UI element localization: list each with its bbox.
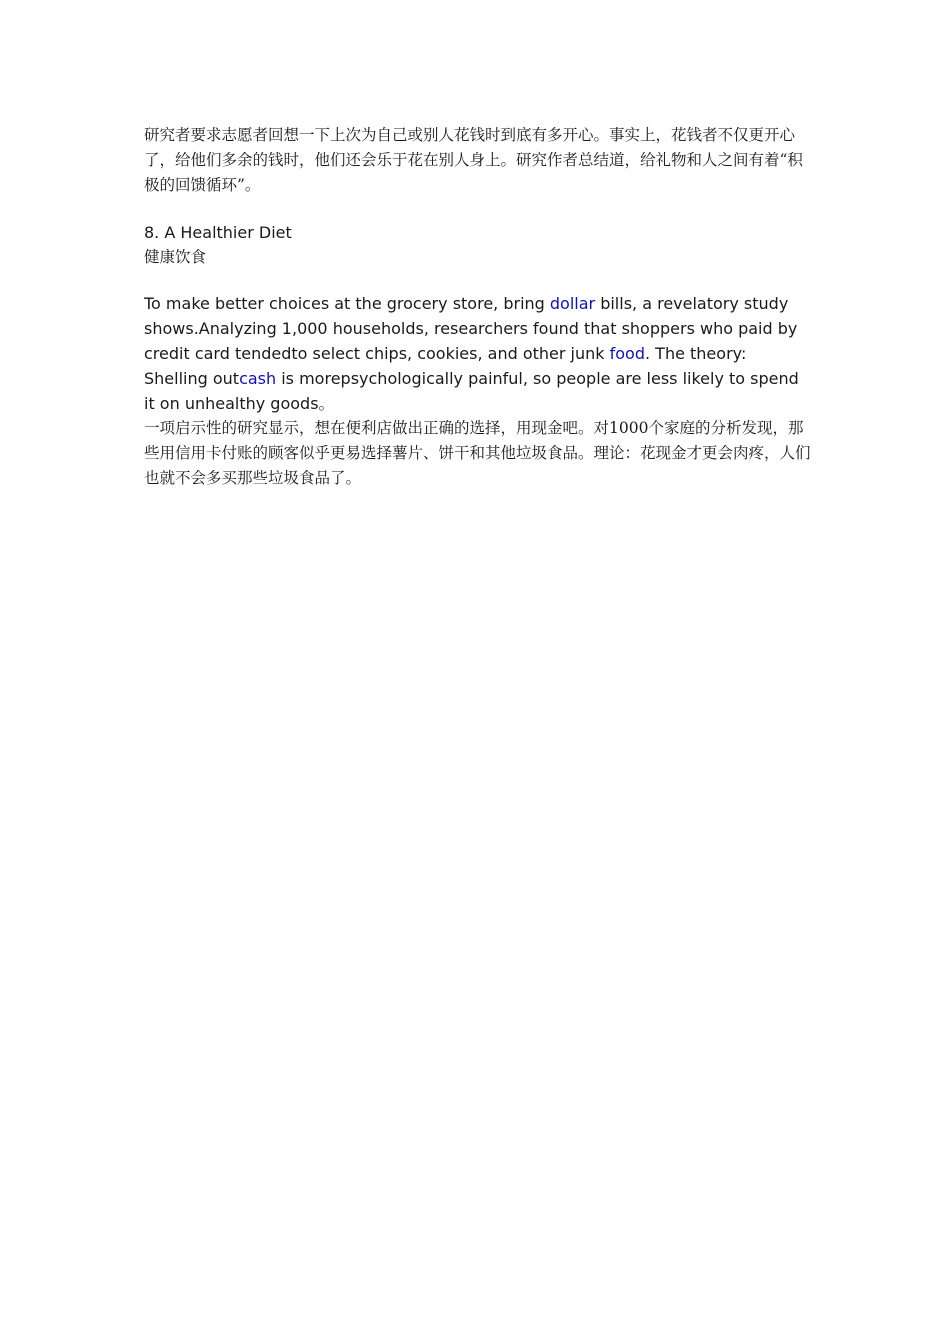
section-heading-en: 8. A Healthier Diet <box>144 223 292 242</box>
section-heading-zh: 健康饮食 <box>144 248 207 266</box>
body-text-part2: bills, a revelatory study shows.Analyzing 1,000 households, researchers found that shoppers who paid by credit card tendedto select chips, cookies, and other junk <box>144 294 798 363</box>
document-page <box>144 123 812 491</box>
dollar-link[interactable]: dollar <box>549 294 596 313</box>
body-paragraph-en <box>144 291 812 416</box>
body-text-part1: To make better choices at the grocery store, bring <box>144 294 550 313</box>
body-paragraph-zh: 一项启示性的研究显示，想在便利店做出正确的选择，用现金吧。对1000个家庭的分析发现，那些用信用卡付账的顾客似乎更易选择薯片、饼干和其他垃圾食品。理论：花现金才更会肉疼，人们也就不会多买那些垃圾食品了。 <box>144 419 811 487</box>
intro-paragraph-zh: 研究者要求志愿者回想一下上次为自己或别人花钱时到底有多开心。事实上，花钱者不仅更开心了，给他们多余的钱时，他们还会乐于花在别人身上。研究作者总结道，给礼物和人之间有着“积极的回馈循环”。 <box>144 126 803 194</box>
cash-link[interactable]: cash <box>239 369 277 388</box>
food-link[interactable]: food <box>609 344 645 363</box>
body-text-part3: . The theory: Shelling out <box>144 344 747 388</box>
body-text-part4: is morepsychologically painful, so people are less likely to spend it on unhealthy goods。 <box>144 369 799 413</box>
